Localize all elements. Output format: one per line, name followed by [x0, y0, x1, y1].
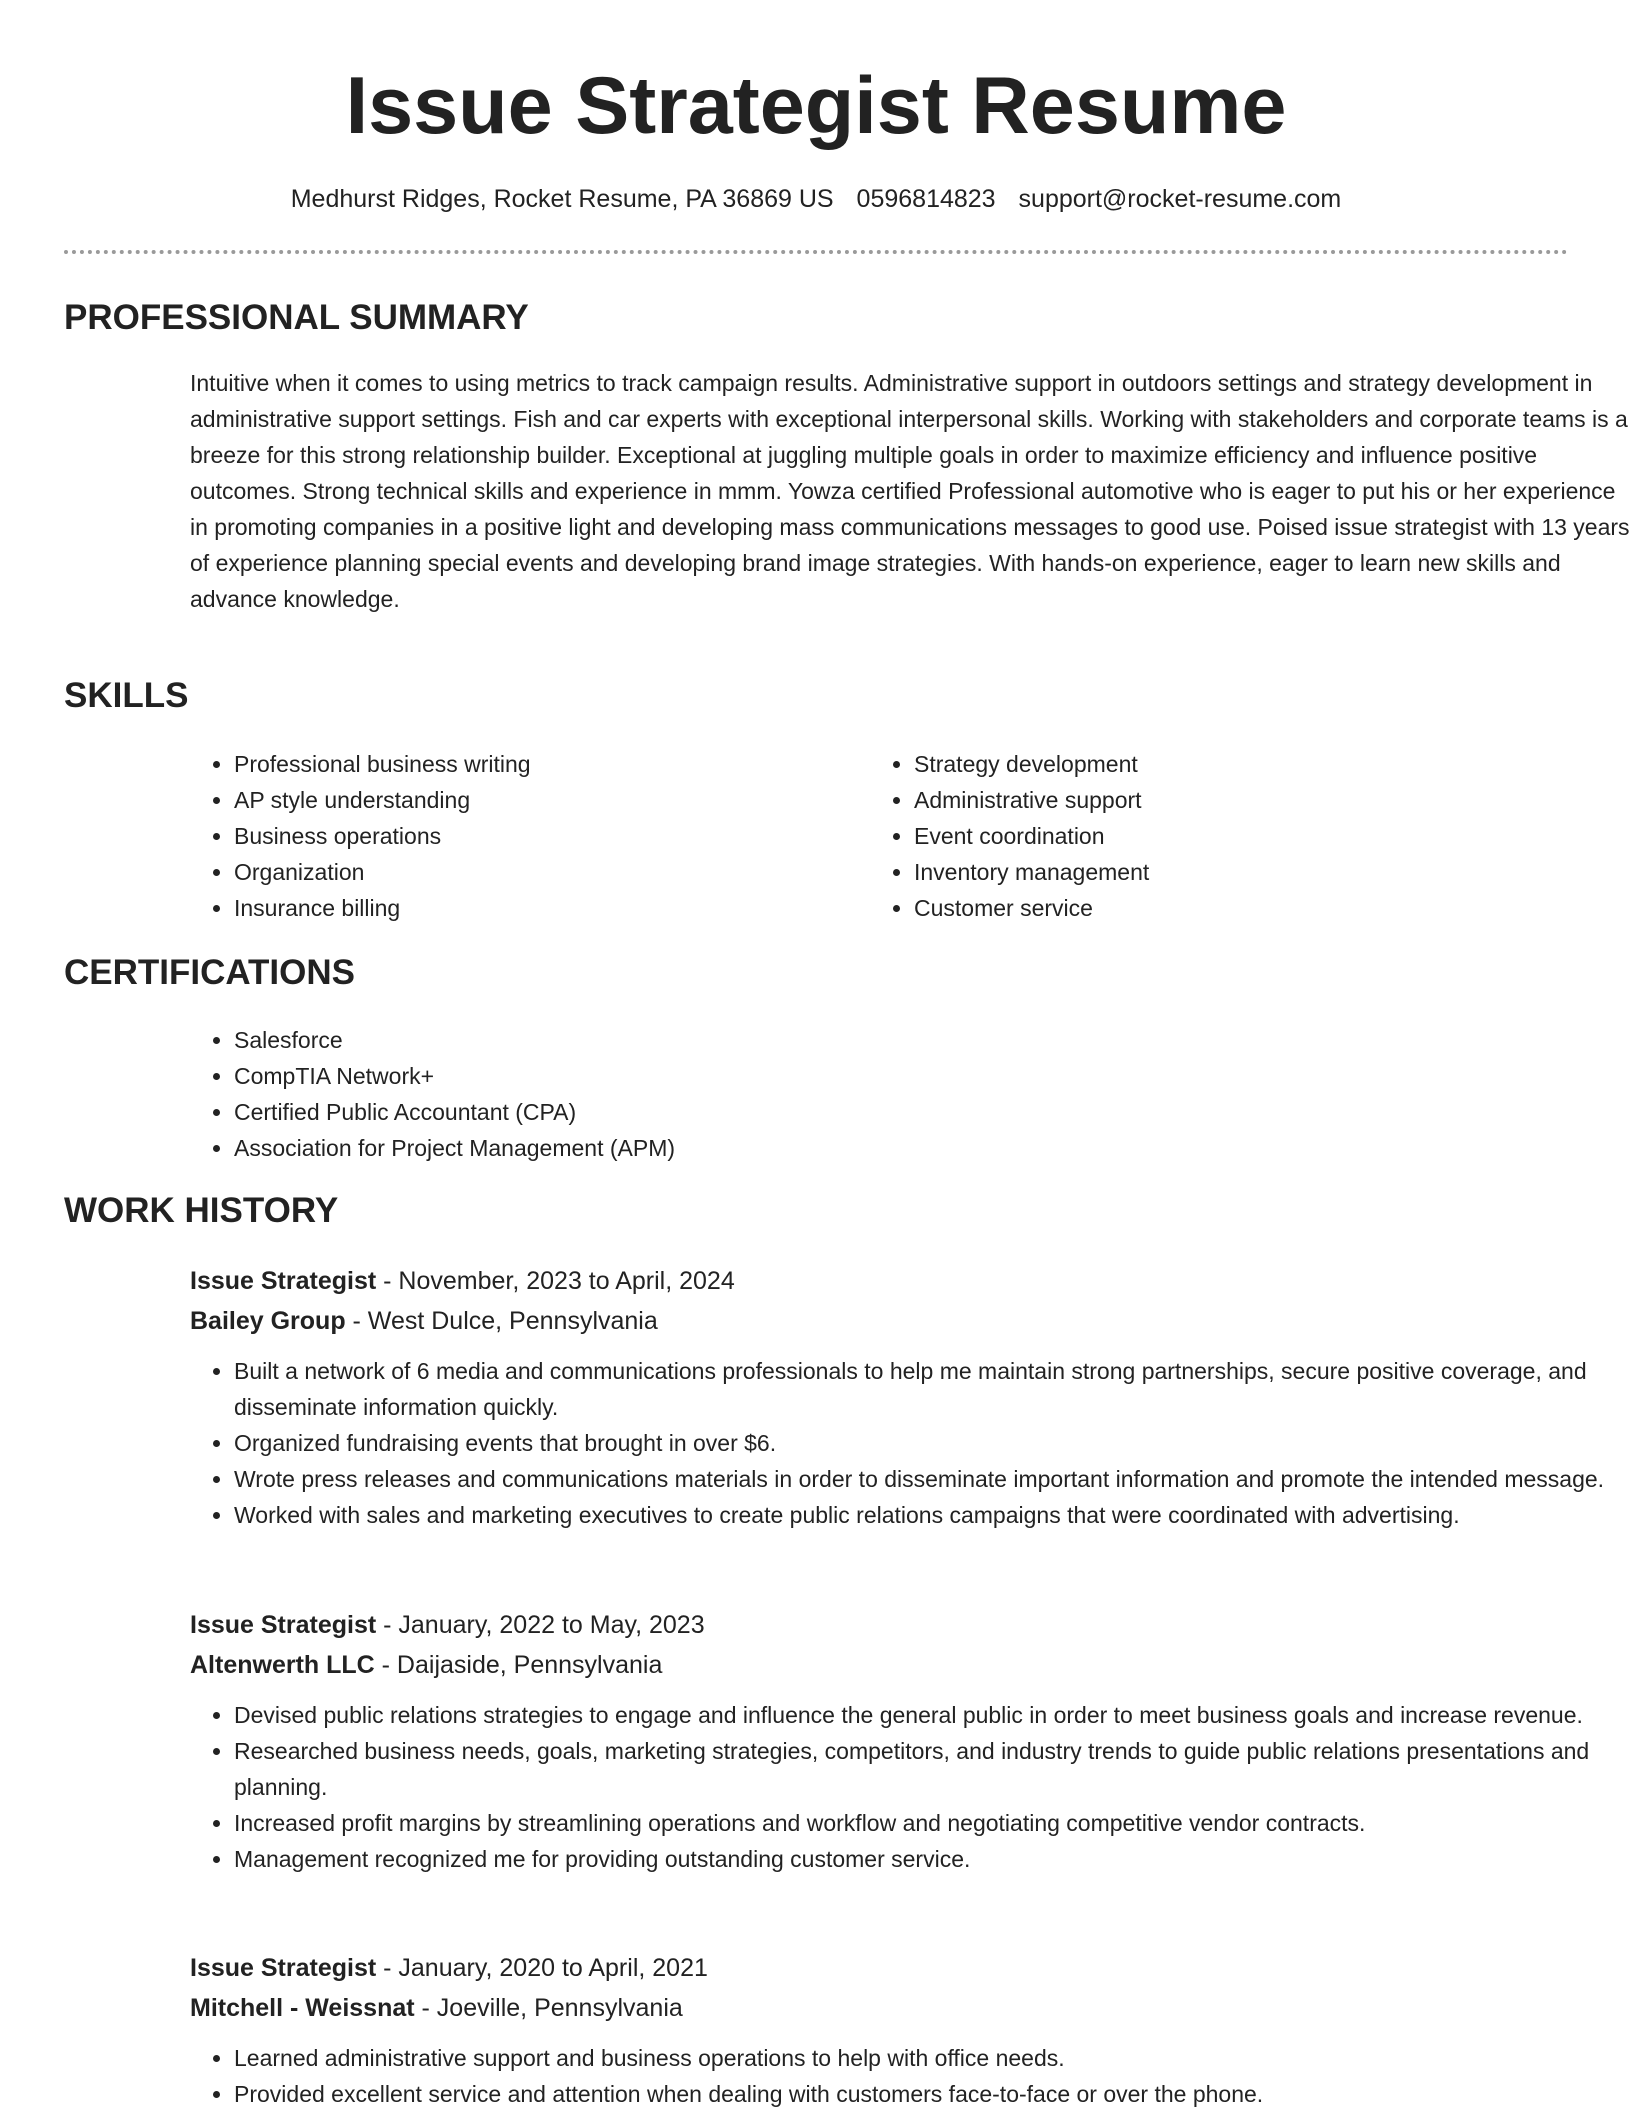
skill-item: • Customer service — [914, 890, 1530, 926]
job-dates: - November, 2023 to April, 2024 — [376, 1267, 735, 1295]
skills-column-right — [870, 746, 1530, 926]
job-location: - Joeville, Pennsylvania — [414, 1994, 683, 2022]
job-bullet: • Worked with sales and marketing executives to create public relations campaigns that were coordinated with advertising. — [234, 1497, 1630, 1533]
certification-item: • Salesforce — [234, 1022, 1090, 1058]
certification-item: • Association for Project Management (APM) — [234, 1130, 1090, 1166]
job-company: Altenwerth LLC — [190, 1651, 375, 1679]
job-bullet: • Built a network of 6 media and communications professionals to help me maintain strong partnerships, secure positive coverage, and disseminate information quickly. — [234, 1353, 1630, 1425]
job-company-line — [190, 1301, 1630, 1341]
skill-item: • Inventory management — [914, 854, 1530, 890]
job-location: - Daijaside, Pennsylvania — [374, 1651, 663, 1679]
contact-phone: 0596814823 — [856, 185, 996, 213]
job-title: Issue Strategist — [190, 1954, 377, 1982]
job-title-line — [190, 1948, 1630, 1988]
skill-item: • Event coordination — [914, 818, 1530, 854]
job-company-line — [190, 1988, 1630, 2028]
job-title-line — [190, 1261, 1630, 1301]
job-bullet: • Wrote press releases and communications materials in order to disseminate important information and promote the intended message. — [234, 1461, 1630, 1497]
job-company: Mitchell - Weissnat — [190, 1994, 415, 2022]
job-bullet: • Researched business needs, goals, marketing strategies, competitors, and industry trends to guide public relations presentations and planning. — [234, 1733, 1630, 1805]
job-bullet: • Learned administrative support and business operations to help with office needs. — [234, 2040, 1630, 2076]
skill-item: • Strategy development — [914, 746, 1530, 782]
certification-item: • Certified Public Accountant (CPA) — [234, 1094, 1090, 1130]
resume-title: Issue Strategist Resume — [345, 61, 1287, 151]
skill-item: • AP style understanding — [234, 782, 850, 818]
job-title: Issue Strategist — [190, 1267, 377, 1295]
job-bullet: • Devised public relations strategies to engage and influence the general public in order to meet business goals and increase revenue. — [234, 1697, 1630, 1733]
contact-email: support@rocket-resume.com — [1018, 185, 1342, 213]
job-title-line — [190, 1605, 1630, 1645]
summary-text: Intuitive when it comes to using metrics to track campaign results. Administrative support in outdoors settings and strategy development in administrative support settings. Fish and car experts with exceptional interpersonal skills. Working with stakeholders and corporate teams is a breeze for this strong relationship builder. Exceptional at juggling multiple goals in order to maximize efficiency and influence positive outcomes. Strong technical skills and experience in mmm. Yowza certified Professional automotive who is eager to put his or her experience in promoting companies in a positive light and developing mass communications messages to good use. Poised issue strategist with 13 years of experience planning special events and developing brand image strategies. With hands-on experience, eager to learn new skills and advance knowledge. — [190, 370, 1630, 612]
job-entry — [190, 1261, 1630, 1533]
certifications-list — [190, 1022, 1090, 1166]
section-heading-certifications: CERTIFICATIONS — [64, 953, 356, 992]
skills-column-left — [190, 746, 850, 926]
job-dates: - January, 2022 to May, 2023 — [376, 1611, 705, 1639]
skill-item: • Administrative support — [914, 782, 1530, 818]
contact-address: Medhurst Ridges, Rocket Resume, PA 36869 US — [290, 185, 834, 213]
skill-item: • Organization — [234, 854, 850, 890]
job-entry — [190, 1948, 1630, 2112]
skill-item: • Insurance billing — [234, 890, 850, 926]
skill-item: • Professional business writing — [234, 746, 850, 782]
section-heading-work-history: WORK HISTORY — [64, 1191, 339, 1230]
job-bullet: • Provided excellent service and attention when dealing with customers face-to-face or over the phone. — [234, 2076, 1630, 2112]
contact-line — [64, 181, 1568, 217]
section-heading-summary: PROFESSIONAL SUMMARY — [64, 298, 529, 337]
certification-item: • CompTIA Network+ — [234, 1058, 1090, 1094]
job-bullet: • Increased profit margins by streamlining operations and workflow and negotiating competitive vendor contracts. — [234, 1805, 1630, 1841]
section-heading-skills: SKILLS — [64, 676, 189, 715]
job-title: Issue Strategist — [190, 1611, 377, 1639]
job-location: - West Dulce, Pennsylvania — [345, 1307, 658, 1335]
header-divider — [64, 250, 1568, 254]
job-entry — [190, 1605, 1630, 1877]
job-company: Bailey Group — [190, 1307, 346, 1335]
job-bullet: • Management recognized me for providing outstanding customer service. — [234, 1841, 1630, 1877]
job-bullet: • Organized fundraising events that brought in over $6. — [234, 1425, 1630, 1461]
job-dates: - January, 2020 to April, 2021 — [376, 1954, 708, 1982]
job-company-line — [190, 1645, 1630, 1685]
skill-item: • Business operations — [234, 818, 850, 854]
